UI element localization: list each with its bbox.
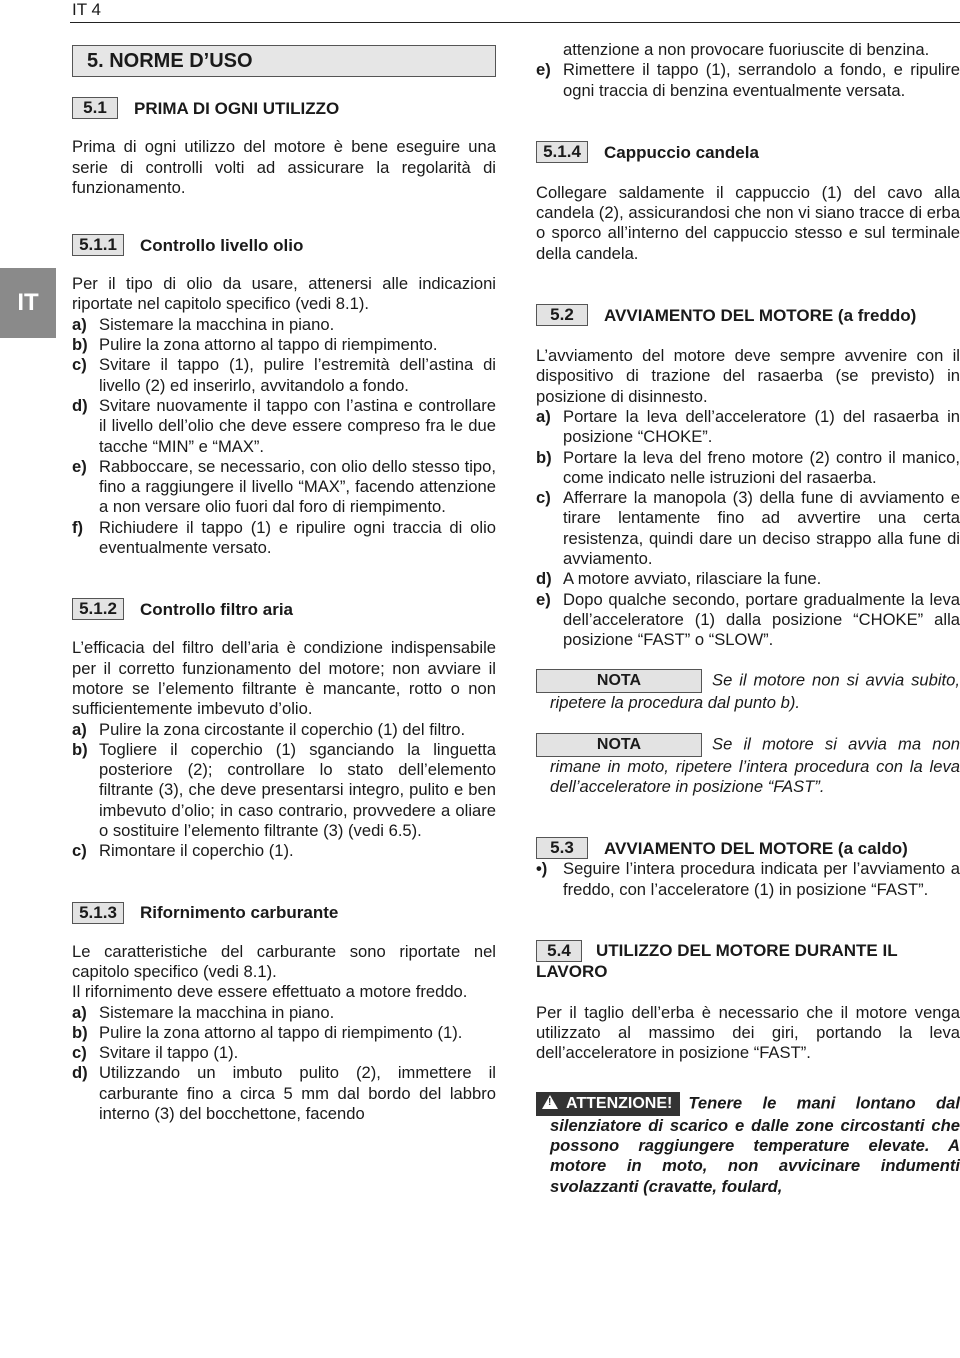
section-number: 5.1.1 [72,234,124,256]
list-item: d) A motore avviato, rilasciare la fune. [536,569,822,589]
section-title: UTILIZZO DEL MOTORE DURANTE IL LAVORO [536,941,898,982]
section-title: PRIMA DI OGNI UTILIZZO [134,99,340,118]
section-5-2-heading [536,304,960,326]
list-item: f) Richiudere il tappo (1) e ripulire ogni traccia di olio eventualmente versato. [72,517,496,558]
list-item: e) Rimettere il tappo (1), serrandolo a fondo, e ripulire ogni traccia di benzina eventualmente versata. [536,60,960,100]
list-item: c) Svitare il tappo (1). [72,1043,239,1063]
section-number: 5.1.4 [536,141,588,163]
warm-start-steps [536,859,960,900]
section-title: Controllo livello olio [140,235,304,255]
list-item: c) Rimontare il coperchio (1). [72,841,294,861]
list-item: a) Sistemare la macchina in piano. [72,314,335,334]
section-5-4-text: Per il taglio dell’erba è necessario che il motore venga utilizzato al massimo dei giri, portando la leva dell’acceleratore in posizione “FAST”. [536,1002,960,1063]
list-item: a) Sistemare la macchina in piano. [72,1002,335,1022]
note-label: NOTA [536,669,702,693]
warning-label: !ATTENZIONE! [536,1092,680,1116]
language-tab: IT [0,268,56,338]
list-item: a) Portare la leva dell’acceleratore (1) del rasaerba in posizione “CHOKE”. [536,406,960,447]
section-number: 5.1 [72,97,118,119]
section-5-1-1-text: Per il tipo di olio da usare, attenersi alle indicazioni riportate nel capitolo specifico (vedi 8.1). [72,274,496,314]
warning-box [536,1092,960,1197]
list-item: c) Afferrare la manopola (3) della fune di avviamento e tirare lentamente fino ad avvertire una certa resistenza, quindi dare un deciso strappo alla fune di avviamento. [536,488,960,569]
section-title: AVVIAMENTO DEL MOTORE (a freddo) [604,305,917,325]
list-item: b) Pulire la zona attorno al tappo di riempimento. [72,335,438,355]
section-5-1-2-heading [72,598,496,620]
right-column [536,40,960,1197]
section-title: AVVIAMENTO DEL MOTORE (a caldo) [604,839,908,859]
note-1 [536,669,960,713]
list-item: e) Dopo qualche secondo, portare gradualmente la leva dell’acceleratore (1) dalla posizione “CHOKE” alla posizione “FAST” o “SLOW”. [536,589,960,650]
section-number: 5.2 [536,304,588,326]
note-2 [536,733,960,798]
section-number: 5.1.2 [72,598,124,620]
section-5-1-1-heading [72,234,496,256]
header-divider [70,22,960,23]
note-text: Se il motore si avvia ma non rimane in moto, ripetere l’intera procedura con la leva dell’acceleratore in posizione “FAST”. [550,734,960,797]
warning-icon [542,1095,558,1109]
section-5-1-3-heading [72,902,496,924]
list-item: e) Rabboccare, se necessario, con olio dello stesso tipo, fino a raggiungere il livello “MAX”, facendo attenzione a non versare olio fuori dal foro di riempimento. [72,456,496,517]
section-5-1-heading [72,97,496,119]
section-5-1-2-text: L’efficacia del filtro dell’aria è condizione indispensabile per il corretto funzionamento del motore; non avviare il motore se l’elemento filtrante è mancante, rotto o non sufficientemente imbevuto d’olio. [72,638,496,719]
page-number: IT 4 [72,0,101,19]
continued-text: attenzione a non provocare fuoriuscite di benzina. [563,40,930,59]
section-5-1-4-text: Collegare saldamente il cappuccio (1) del cavo alla candela (2), assicurandosi che non vi siano tracce di erba o sporco all’interno del cappuccio stesso e sul terminale della candela. [536,182,960,263]
list-item: b) Togliere il coperchio (1) sganciando la linguetta posteriore (2); controllare lo stato dell’elemento filtrante (3), che deve presentarsi integro, pulito e ben imbevuto d’olio; in caso contrario, provvedere a oliare o sostituire l’elemento filtrante (3) (vedi 6.5). [72,739,496,841]
note-text: Se il motore non si avvia subito, ripetere la procedura dal punto b). [550,669,960,712]
section-5-1-4-heading [536,141,960,163]
chapter-title: 5. NORME D’USO [72,45,496,77]
air-filter-steps [72,720,496,862]
section-5-1-text: Prima di ogni utilizzo del motore è bene eseguire una serie di controlli volti ad assicurare la regolarità di funzionamento. [72,137,496,197]
left-column [72,30,496,1124]
list-item: d) Utilizzando un imbuto pulito (2), immettere il carburante fino a circa 5 mm dal bordo del labbro interno (3) del bocchettone, facendo [72,1063,496,1123]
list-item: b) Portare la leva del freno motore (2) contro il manico, come indicato nelle istruzioni del rasaerba. [536,447,960,487]
list-item: a) Pulire la zona circostante il coperchio (1) del filtro. [72,719,466,739]
section-5-1-3-text: Le caratteristiche del carburante sono riportate nel capitolo specifico (vedi 8.1). [72,941,496,981]
list-item: d) Svitare nuovamente il tappo con l’astina e controllare il livello dell’olio che deve essere compreso fra le due tacche “MIN” e “MAX”. [72,395,496,456]
section-5-4-heading [536,940,960,983]
section-number: 5.1.3 [72,902,124,924]
section-5-2-text: L’avviamento del motore deve sempre avvenire con il dispositivo di trazione del rasaerba (se previsto) in posizione di disinnesto. [536,346,960,406]
warning-text: Tenere le mani lontano dal silenziatore di scarico e dalle zone circostanti che possono raggiungere temperature elevate. A motore in moto, non avvicinare indumenti svolazzanti (cravatte, foulard, [550,1093,960,1196]
list-item: c) Svitare il tappo (1), pulire l’estremità dell’astina di livello (2) ed inserirlo, avvitandolo a fondo. [72,355,496,395]
section-number: 5.4 [536,940,582,962]
section-title: Controllo filtro aria [140,600,293,620]
list-item: b) Pulire la zona attorno al tappo di riempimento (1). [72,1022,463,1042]
oil-check-steps [72,315,496,559]
refuel-steps-continued [536,60,960,101]
section-title: Cappuccio candela [604,142,759,162]
cold-start-steps [536,407,960,651]
note-label: NOTA [536,733,702,757]
section-5-1-3-text-2: Il rifornimento deve essere effettuato a motore freddo. [72,982,468,1002]
refuel-steps [72,1003,496,1125]
list-item: •) Seguire l’intera procedura indicata per l’avviamento a freddo, con l’acceleratore (1) in posizione “FAST”. [536,859,960,899]
section-title: Rifornimento carburante [140,903,339,923]
section-number: 5.3 [536,837,588,859]
section-5-3-heading [536,837,960,859]
